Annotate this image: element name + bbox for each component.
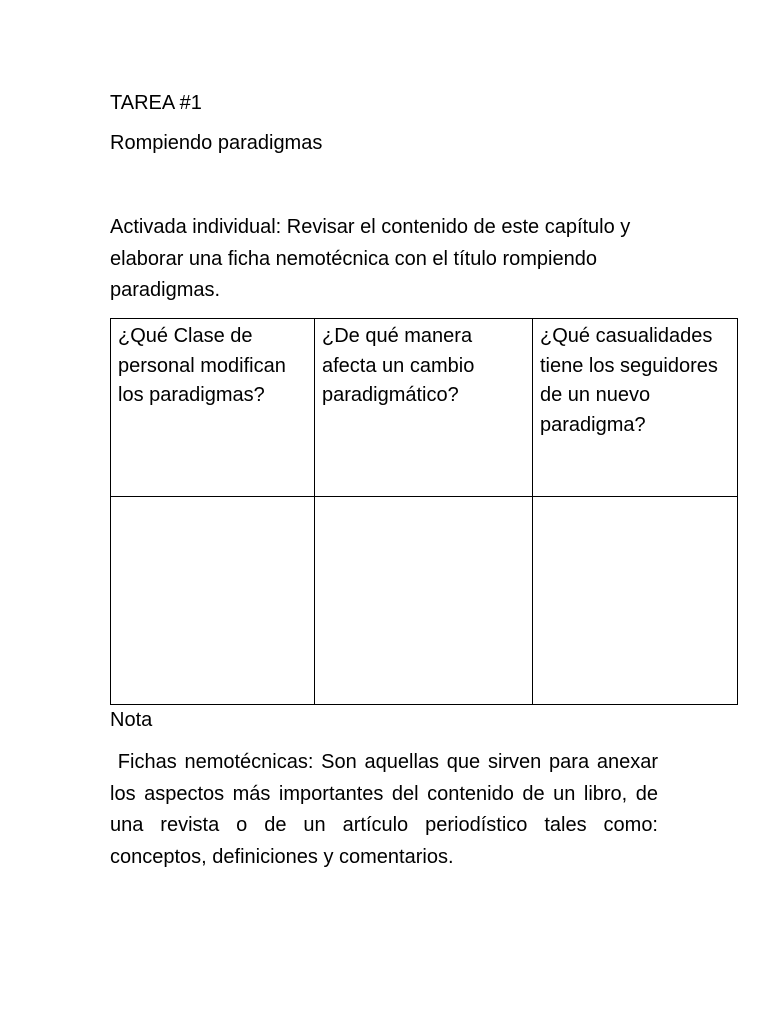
document-title: TAREA #1: [110, 92, 202, 114]
table-header-row: [111, 319, 738, 497]
document-subtitle: Rompiendo paradigmas: [110, 132, 323, 154]
table-row: [111, 497, 738, 705]
note-text: Fichas nemotécnicas: Son aquellas que sirven para anexar los aspectos más importantes del contenido de un libro, de una revista o de un artículo periodístico tales como: conceptos, definiciones y comentarios.: [110, 751, 664, 868]
table-cell-1[interactable]: [111, 497, 315, 705]
table-cell-2[interactable]: [315, 497, 533, 705]
table-cell-3[interactable]: [533, 497, 738, 705]
activity-instructions: Activada individual: Revisar el contenido de este capítulo y elaborar una ficha nemotécnica con el título rompiendo paradigmas.: [110, 216, 631, 301]
mnemonic-card-table: [110, 318, 738, 705]
table-header-cell-2: ¿De qué manera afecta un cambio paradigmático?: [315, 319, 533, 497]
note-label: Nota: [110, 709, 153, 731]
table-header-cell-1: ¿Qué Clase de personal modifican los paradigmas?: [111, 319, 315, 497]
table-header-cell-3: ¿Qué casualidades tiene los seguidores de un nuevo paradigma?: [533, 319, 738, 497]
